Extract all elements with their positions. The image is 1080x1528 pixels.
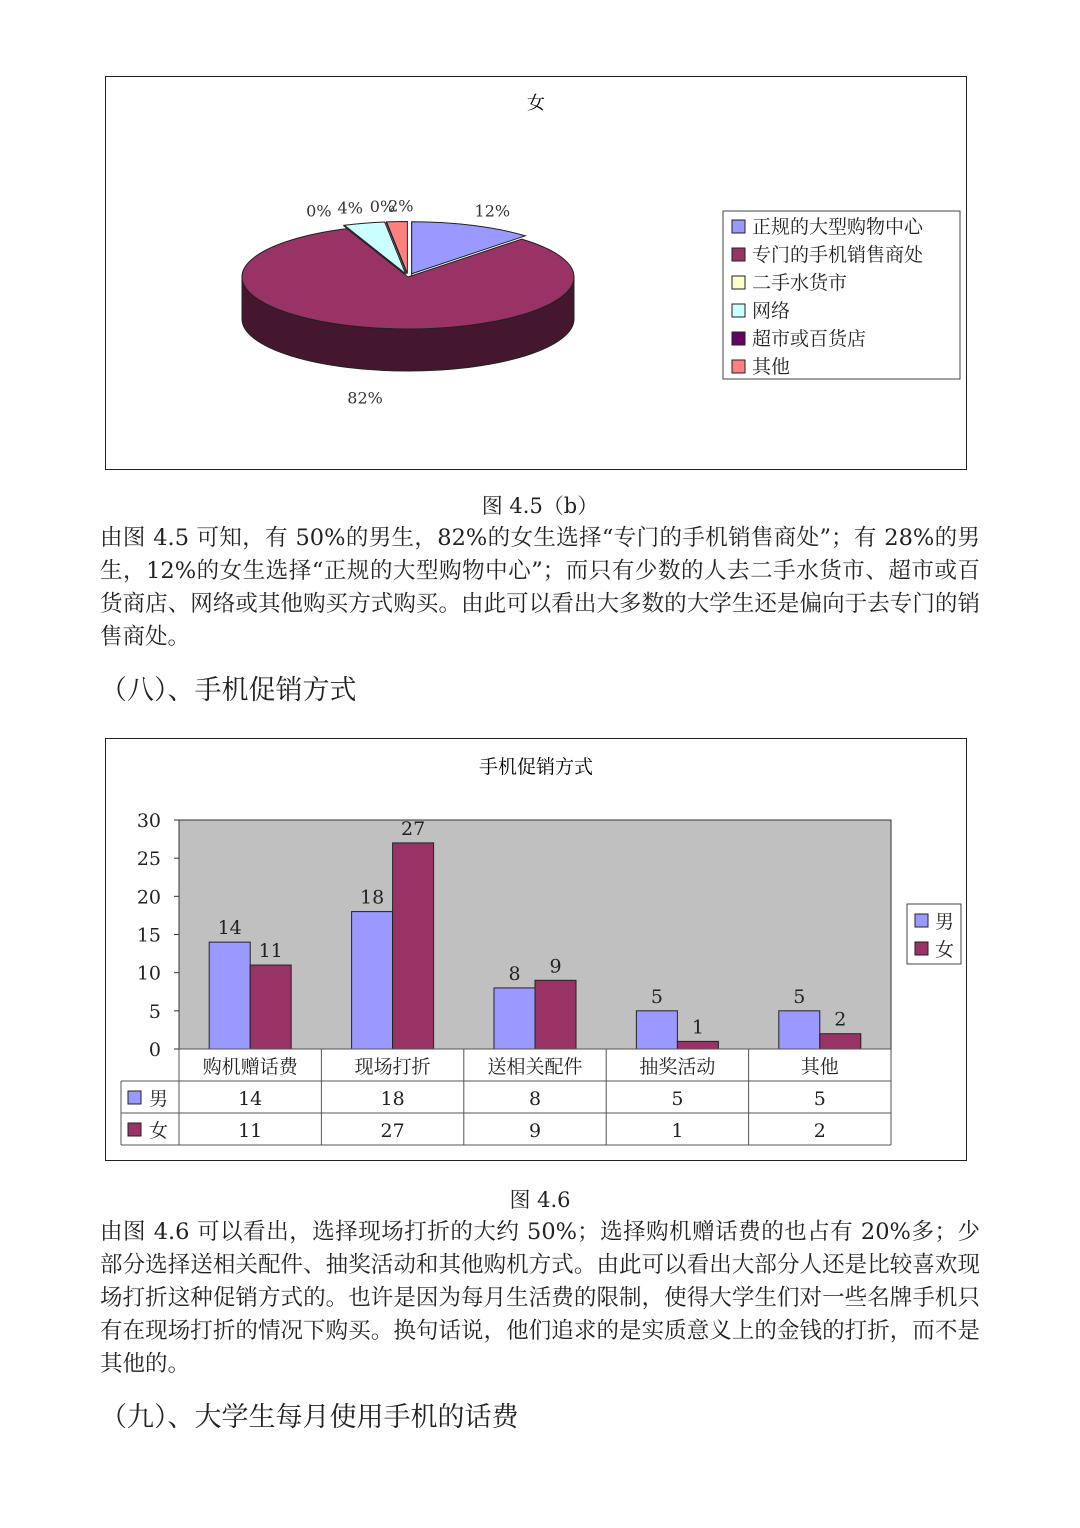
- bar-value-label: 5: [793, 985, 806, 1008]
- pie-percent-label: 0%: [369, 196, 396, 216]
- bar-value-label: 14: [217, 917, 242, 940]
- pie-legend-label: 其他: [752, 356, 791, 378]
- pie-legend-label: 专门的手机销售商处: [752, 244, 924, 266]
- table-cell: 8: [528, 1088, 542, 1110]
- pie-legend-label: 正规的大型购物中心: [752, 216, 924, 238]
- bar-女: [677, 1041, 718, 1049]
- pie-legend-swatch: [732, 360, 745, 373]
- bar-男: [494, 988, 535, 1049]
- y-tick-label: 5: [148, 1000, 161, 1023]
- pie-chart-frame: [105, 76, 967, 470]
- pie-percent-label: 2%: [388, 196, 414, 216]
- pie-percent-label: 12%: [474, 201, 511, 221]
- pie-chart-caption: 图 4.5（b）: [481, 494, 599, 518]
- table-cell: 5: [671, 1088, 684, 1110]
- section-heading-8: （八）、手机促销方式: [100, 675, 357, 706]
- paragraph-2: 由图 4.6 可以看出，选择现场打折的大约 50%；选择购机赠话费的也占有 20%多；少部分选择送相关配件、抽奖活动和其他购机方式。由此可以看出大部分人还是比较喜欢现场打折这种促销方式的。也许是因为每月生活费的限制，使得大学生们对一些名牌手机只有在现场打折的情况下购买。换句话说，他们追求的是实质意义上的金钱的打折，而不是其他的。: [100, 1219, 980, 1377]
- pie-legend-label: 网络: [752, 300, 791, 322]
- pie-legend-swatch: [732, 276, 745, 289]
- bar-chart: [106, 739, 966, 1160]
- bar-chart-caption: 图 4.6: [509, 1188, 571, 1212]
- bar-chart-frame: [105, 738, 967, 1161]
- table-series-name: 男: [149, 1088, 169, 1110]
- bar-chart-title: 手机促销方式: [478, 756, 594, 778]
- paragraph-1: 由图 4.5 可知，有 50%的男生，82%的女生选择“专门的手机销售商处”；有 28%的男生，12%的女生选择“正规的大型购物中心”；而只有少数的人去二手水货市、超市或百货商店、网络或其他购买方式购买。由此可以看出大多数的大学生还是偏向于去专门的销售商处。: [100, 525, 980, 650]
- y-tick-label: 30: [136, 810, 161, 832]
- bar-legend-label: 女: [935, 939, 955, 961]
- bar-value-label: 2: [834, 1008, 847, 1031]
- bar-女: [820, 1034, 861, 1049]
- table-cell: 9: [528, 1120, 542, 1142]
- y-tick-label: 15: [136, 924, 161, 947]
- bar-legend-swatch: [915, 942, 928, 955]
- y-tick-label: 20: [136, 886, 161, 909]
- pie-legend-swatch: [732, 332, 745, 345]
- table-cell: 2: [813, 1120, 826, 1142]
- table-cell: 27: [380, 1120, 405, 1142]
- category-label: 购机赠话费: [202, 1056, 298, 1078]
- bar-value-label: 8: [508, 962, 521, 985]
- category-label: 现场打折: [354, 1056, 431, 1078]
- table-series-name: 女: [149, 1120, 169, 1142]
- pie-legend-label: 超市或百货店: [752, 328, 867, 350]
- y-tick-label: 25: [136, 848, 161, 871]
- pie-legend-swatch: [732, 304, 745, 317]
- category-label: 其他: [800, 1056, 839, 1078]
- table-cell: 18: [380, 1088, 405, 1110]
- bar-女: [393, 843, 434, 1049]
- pie-chart: [106, 77, 966, 469]
- bar-legend-swatch: [915, 914, 928, 927]
- bar-value-label: 18: [360, 886, 385, 909]
- bar-value-label: 27: [401, 817, 426, 840]
- bar-value-label: 11: [258, 940, 283, 963]
- bar-男: [209, 942, 250, 1049]
- y-tick-label: 10: [136, 962, 161, 985]
- bar-value-label: 9: [549, 955, 562, 978]
- bar-女: [250, 965, 291, 1049]
- category-label: 送相关配件: [487, 1056, 583, 1078]
- category-label: 抽奖活动: [639, 1056, 716, 1078]
- bar-男: [779, 1011, 820, 1049]
- pie-slice-1: [242, 229, 574, 329]
- table-cell: 11: [238, 1120, 263, 1142]
- pie-chart-title: 女: [527, 93, 545, 114]
- table-cell: 14: [238, 1088, 263, 1110]
- pie-percent-label: 0%: [306, 201, 332, 221]
- table-series-swatch: [128, 1123, 141, 1136]
- pie-legend-swatch: [732, 248, 745, 261]
- table-series-swatch: [128, 1091, 141, 1104]
- bar-value-label: 1: [691, 1016, 704, 1039]
- table-cell: 1: [671, 1120, 684, 1142]
- pie-percent-label: 4%: [337, 198, 363, 218]
- bar-value-label: 5: [650, 985, 663, 1008]
- bar-男: [636, 1011, 677, 1049]
- bar-legend-label: 男: [935, 911, 955, 933]
- bar-男: [352, 912, 393, 1049]
- pie-legend-swatch: [732, 220, 745, 233]
- bar-女: [535, 980, 576, 1049]
- section-heading-9: （九）、大学生每月使用手机的话费: [100, 1402, 519, 1433]
- table-cell: 5: [813, 1088, 826, 1110]
- pie-legend-label: 二手水货市: [752, 272, 848, 294]
- pie-percent-label: 82%: [347, 388, 383, 408]
- y-tick-label: 0: [148, 1039, 161, 1061]
